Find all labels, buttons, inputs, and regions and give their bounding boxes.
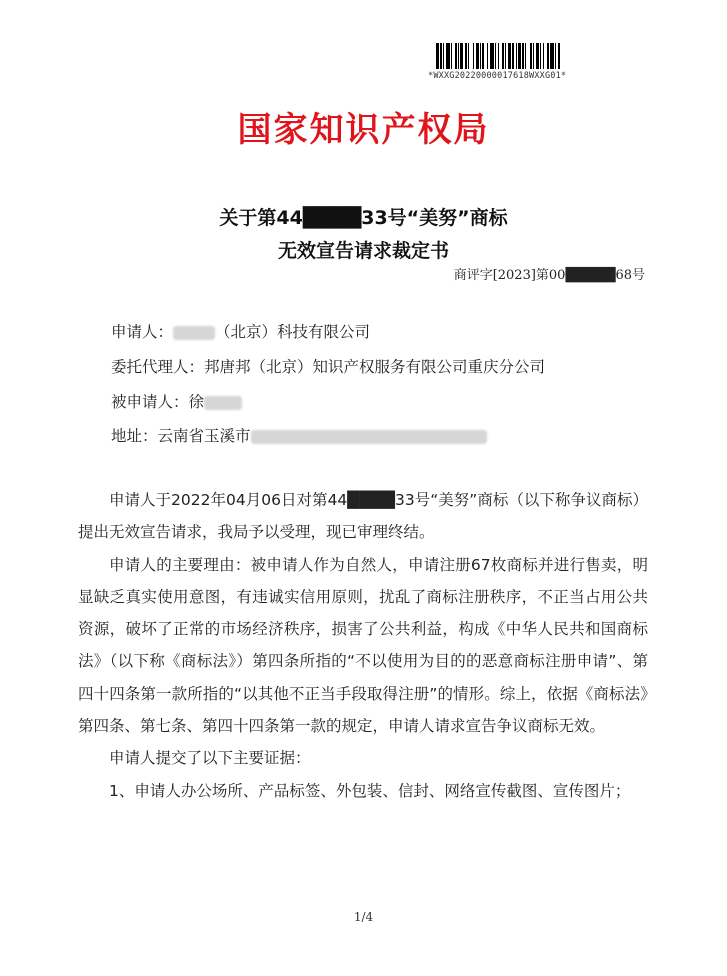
address-value: 云南省玉溪市	[157, 427, 251, 445]
barcode	[428, 43, 638, 81]
respondent-line	[111, 390, 242, 412]
redacted-mark	[251, 430, 487, 444]
redacted-mark	[173, 326, 215, 340]
redacted-mark	[204, 396, 242, 410]
agent-value: 邦唐邦（北京）知识产权服务有限公司重庆分公司	[204, 358, 546, 376]
document-number: 商评字[2023]第00█████68号	[453, 268, 645, 283]
paragraph-4: 1、申请人办公场所、产品标签、外包装、信封、网络宣传截图、宣传图片；	[109, 781, 631, 800]
applicant-value: （北京）科技有限公司	[215, 323, 371, 341]
paragraph-3: 申请人提交了以下主要证据：	[109, 749, 311, 768]
document-title-line2: 无效宣告请求裁定书	[277, 240, 449, 262]
respondent-label: 被申请人：	[111, 393, 189, 411]
barcode-text: *WXXG20220000017618WXXG01*	[428, 71, 567, 81]
document-title-line1: 关于第44████33号“美努”商标	[219, 207, 508, 229]
barcode-bars	[436, 43, 638, 69]
applicant-label: 申请人：	[111, 323, 174, 341]
applicant-line	[111, 320, 370, 342]
agent-line	[111, 355, 545, 377]
respondent-value: 徐	[188, 393, 205, 411]
address-line	[111, 424, 487, 446]
address-label: 地址：	[111, 427, 158, 445]
page-number: 1/4	[353, 910, 374, 924]
barcode-bar	[560, 43, 561, 69]
agency-name: 国家知识产权局	[237, 110, 490, 150]
agent-label: 委托代理人：	[111, 358, 205, 376]
document-body	[78, 484, 648, 807]
paragraph-2: 申请人的主要理由：被申请人作为自然人，申请注册67枚商标并进行售卖，明显缺乏真实使用意图，有违诚实信用原则，扰乱了商标注册秩序，不正当占用公共资源，破坏了正常的市场经济秩序，损害了公共利益，构成《中华人民共和国商标法》（以下称《商标法》）第四条所指的“不以使用为目的的恶意商标注册申请”、第四十四条第一款所指的“以其他不正当手段取得注册”的情形。综上，依据《商标法》第四条、第七条、第四十四条第一款的规定，申请人请求宣告争议商标无效。	[78, 555, 648, 736]
paragraph-1: 申请人于2022年04月06日对第44████33号“美努”商标（以下称争议商标）提出无效宣告请求，我局予以受理，现已审理终结。	[78, 491, 648, 542]
